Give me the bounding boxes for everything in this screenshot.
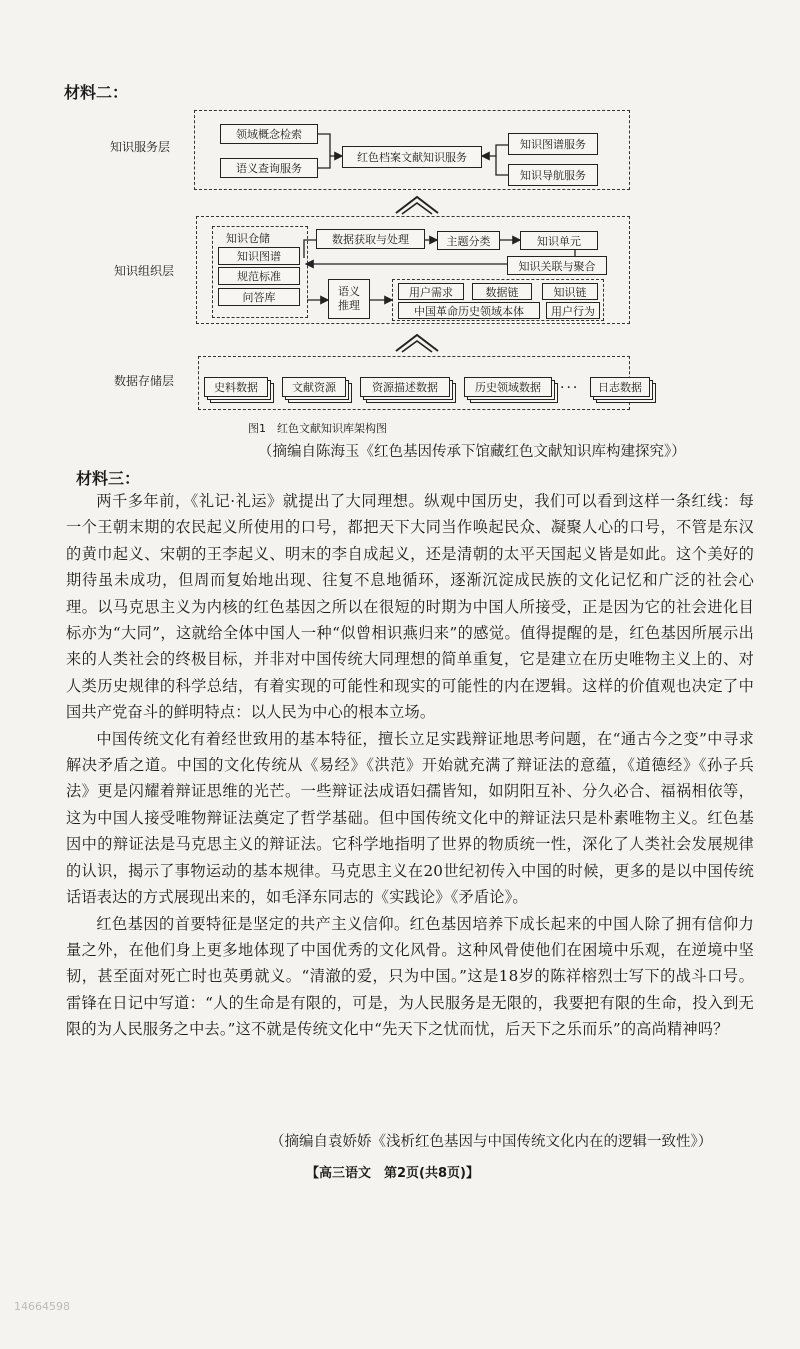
knowledge-unit-box: 知识单元 (520, 231, 598, 250)
qa-box: 问答库 (218, 288, 300, 306)
figure-caption: 图1 红色文献知识库架构图 (248, 422, 387, 435)
storage-item: 日志数据 (590, 377, 650, 397)
nav-service-box: 知识导航服务 (508, 164, 598, 186)
architecture-diagram (0, 0, 800, 440)
storage-item: 文献资源 (282, 377, 346, 397)
material-2-title: 材料二： (64, 83, 129, 102)
topic-classification-box: 主题分类 (437, 231, 500, 250)
knowledge-link-box: 知识关联与聚合 (507, 256, 607, 275)
data-acquisition-box: 数据获取与处理 (316, 229, 425, 249)
kg-service-box: 知识图谱服务 (508, 133, 598, 155)
material-3-title: 材料三： (76, 469, 141, 488)
semantic-reasoning-box: 语义推理 (328, 279, 370, 319)
user-need-box: 用户需求 (398, 283, 464, 300)
user-behavior-box: 用户行为 (546, 302, 600, 319)
material-3-source: （摘编自袁娇娇《浅析红色基因与中国传统文化内在的逻辑一致性》） (270, 1134, 713, 1150)
layer-label-organization: 知识组织层 (114, 264, 175, 278)
kg-box: 知识图谱 (218, 247, 300, 265)
material-2-source: （摘编自陈海玉《红色基因传承下馆藏红色文献知识库构建探究》） (258, 444, 686, 460)
layer-label-storage: 数据存储层 (114, 374, 175, 388)
material-3-body (66, 488, 754, 1043)
red-archive-service-box: 红色档案文献知识服务 (342, 146, 482, 168)
storage-item: 历史领域数据 (464, 377, 552, 397)
domain-search-box: 领域概念检索 (220, 124, 318, 144)
data-chain-box: 数据链 (472, 283, 532, 300)
ontology-box: 中国革命历史领域本体 (398, 302, 540, 319)
ellipsis: ··· (560, 380, 580, 396)
norms-box: 规范标准 (218, 267, 300, 285)
storage-item: 史料数据 (204, 377, 268, 397)
layer-label-service: 知识服务层 (110, 140, 171, 154)
storage-item: 资源描述数据 (360, 377, 450, 397)
warehouse-title: 知识仓储 (226, 232, 270, 245)
paragraph: 中国传统文化有着经世致用的基本特征，擅长立足实践辩证地思考问题，在“通古今之变”中寻求解决矛盾之道。中国的文化传统从《易经》《洪范》开始就充满了辩证法的意蕴，《道德经》《孙子兵法》更是闪耀着辩证思维的光芒。一些辩证法成语妇孺皆知，如阴阳互补、分久必合、福祸相依等，这为中国人接受唯物辩证法奠定了哲学基础。但中国传统文化中的辩证法只是朴素唯物主义。红色基因中的辩证法是马克思主义的辩证法。它科学地指明了世界的物质统一性，深化了人类社会发展规律的认识，揭示了事物运动的基本规律。马克思主义在20世纪初传入中国的时候，更多的是以中国传统话语表达的方式展现出来的，如毛泽东同志的《实践论》《矛盾论》。 (66, 729, 754, 907)
up-arrow-icon (392, 193, 442, 215)
watermark-id: 14664598 (14, 1300, 70, 1313)
paragraph: 两千多年前，《礼记·礼运》就提出了大同理想。纵观中国历史，我们可以看到这样一条红线：每一个王朝末期的农民起义所使用的口号，都把天下大同当作唤起民众、凝聚人心的口号，不管是东汉的黄巾起义、宋朝的王李起义、明末的李自成起义，还是清朝的太平天国起义皆是如此。这个美好的期待虽未成功，但周而复始地出现、往复不息地循环，逐渐沉淀成民族的文化记忆和广泛的社会心理。以马克思主义为内核的红色基因之所以在很短的时期为中国人所接受，正是因为它的社会进化目标亦为“大同”，这就给全体中国人一种“似曾相识燕归来”的感觉。值得提醒的是，红色基因所展示出来的人类社会的终极目标，并非对中国传统大同理想的简单重复，它是建立在历史唯物主义上的、对人类历史规律的科学总结，有着实现的可能性和现实的可能性的内在逻辑。这样的价值观也决定了中国共产党奋斗的鲜明特点：以人民为中心的根本立场。 (66, 492, 754, 722)
up-arrow-icon (392, 331, 442, 353)
page-footer: 【高三语文 第2页(共8页)】 (306, 1166, 479, 1181)
paragraph: 红色基因的首要特征是坚定的共产主义信仰。红色基因培养下成长起来的中国人除了拥有信仰力量之外，在他们身上更多地体现了中国优秀的文化风骨。这种风骨使他们在困境中乐观，在逆境中坚韧，甚至面对死亡时也英勇就义。“清澈的爱，只为中国。”这是18岁的陈祥榕烈士写下的战斗口号。雷锋在日记中写道：“人的生命是有限的，可是，为人民服务是无限的，我要把有限的生命，投入到无限的为人民服务之中去。”这不就是传统文化中“先天下之忧而忧，后天下之乐而乐”的高尚精神吗？ (66, 914, 754, 1039)
semantic-query-box: 语义查询服务 (220, 158, 318, 178)
knowledge-chain-box: 知识链 (542, 283, 598, 300)
